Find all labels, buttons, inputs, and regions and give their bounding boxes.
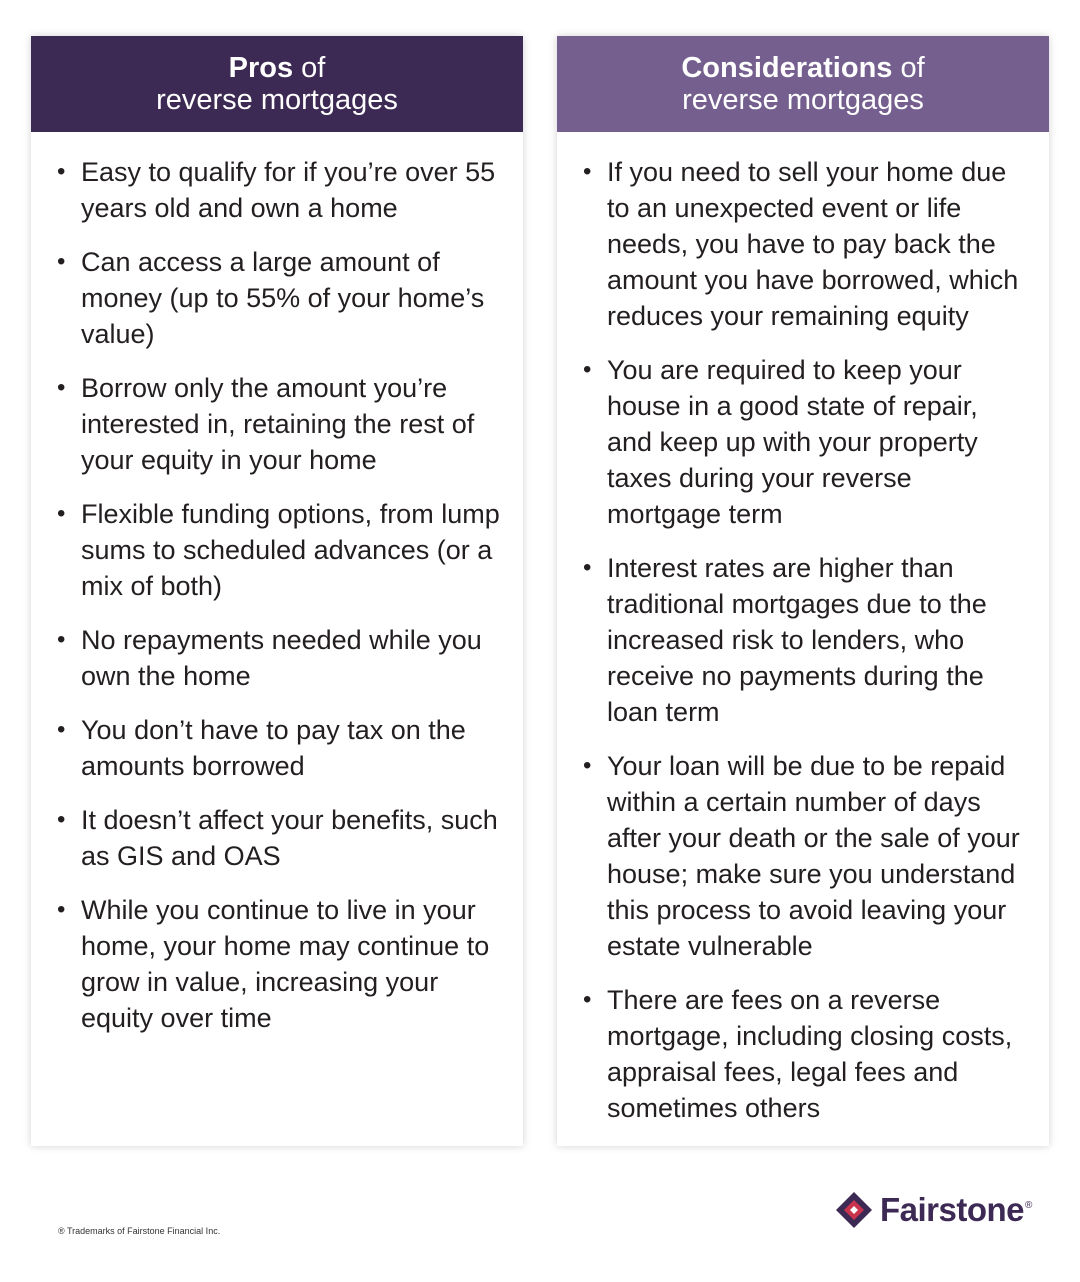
fairstone-logo — [834, 1190, 1032, 1230]
fairstone-diamond-icon — [834, 1190, 874, 1230]
pros-list-item: • No repayments needed while you own the home — [55, 622, 501, 694]
pros-list-item: • Borrow only the amount you’re interested in, retaining the rest of your equity in your home — [55, 370, 501, 478]
pros-card — [31, 36, 523, 1146]
pros-list-item: • You don’t have to pay tax on the amounts borrowed — [55, 712, 501, 784]
pros-list — [31, 132, 523, 1036]
pros-list-item: • While you continue to live in your home, your home may continue to grow in value, increasing your equity over time — [55, 892, 501, 1036]
pros-list-item: • It doesn’t affect your benefits, such as GIS and OAS — [55, 802, 501, 874]
pros-list-item: • Flexible funding options, from lump sums to scheduled advances (or a mix of both) — [55, 496, 501, 604]
considerations-list-item: • There are fees on a reverse mortgage, including closing costs, appraisal fees, legal fees and sometimes others — [581, 982, 1027, 1126]
logo-wordmark: Fairstone — [880, 1191, 1025, 1228]
trademark-footnote: ® Trademarks of Fairstone Financial Inc. — [58, 1226, 221, 1236]
pros-list-item: • Easy to qualify for if you’re over 55 years old and own a home — [55, 154, 501, 226]
pros-header — [31, 36, 523, 132]
considerations-title-rest: of — [892, 52, 925, 84]
considerations-subtitle: reverse mortgages — [682, 84, 924, 116]
pros-title-rest: of — [293, 52, 326, 84]
considerations-list-item: • Interest rates are higher than traditional mortgages due to the increased risk to lenders, who receive no payments during the loan term — [581, 550, 1027, 730]
considerations-list — [557, 132, 1049, 1126]
considerations-title — [557, 52, 1049, 84]
pros-title — [31, 52, 523, 84]
considerations-title-bold: Considerations — [681, 52, 893, 84]
considerations-list-item: • Your loan will be due to be repaid within a certain number of days after your death or the sale of your house; make sure you understand this process to avoid leaving your estate vulnerable — [581, 748, 1027, 964]
considerations-card — [557, 36, 1049, 1146]
considerations-header — [557, 36, 1049, 132]
considerations-list-item: • If you need to sell your home due to an unexpected event or life needs, you have to pay back the amount you have borrowed, which reduces your remaining equity — [581, 154, 1027, 334]
logo-registered-mark: ® — [1025, 1200, 1033, 1211]
considerations-list-item: • You are required to keep your house in a good state of repair, and keep up with your property taxes during your reverse mortgage term — [581, 352, 1027, 532]
pros-subtitle: reverse mortgages — [156, 84, 398, 116]
pros-title-bold: Pros — [228, 52, 294, 84]
pros-list-item: • Can access a large amount of money (up to 55% of your home’s value) — [55, 244, 501, 352]
